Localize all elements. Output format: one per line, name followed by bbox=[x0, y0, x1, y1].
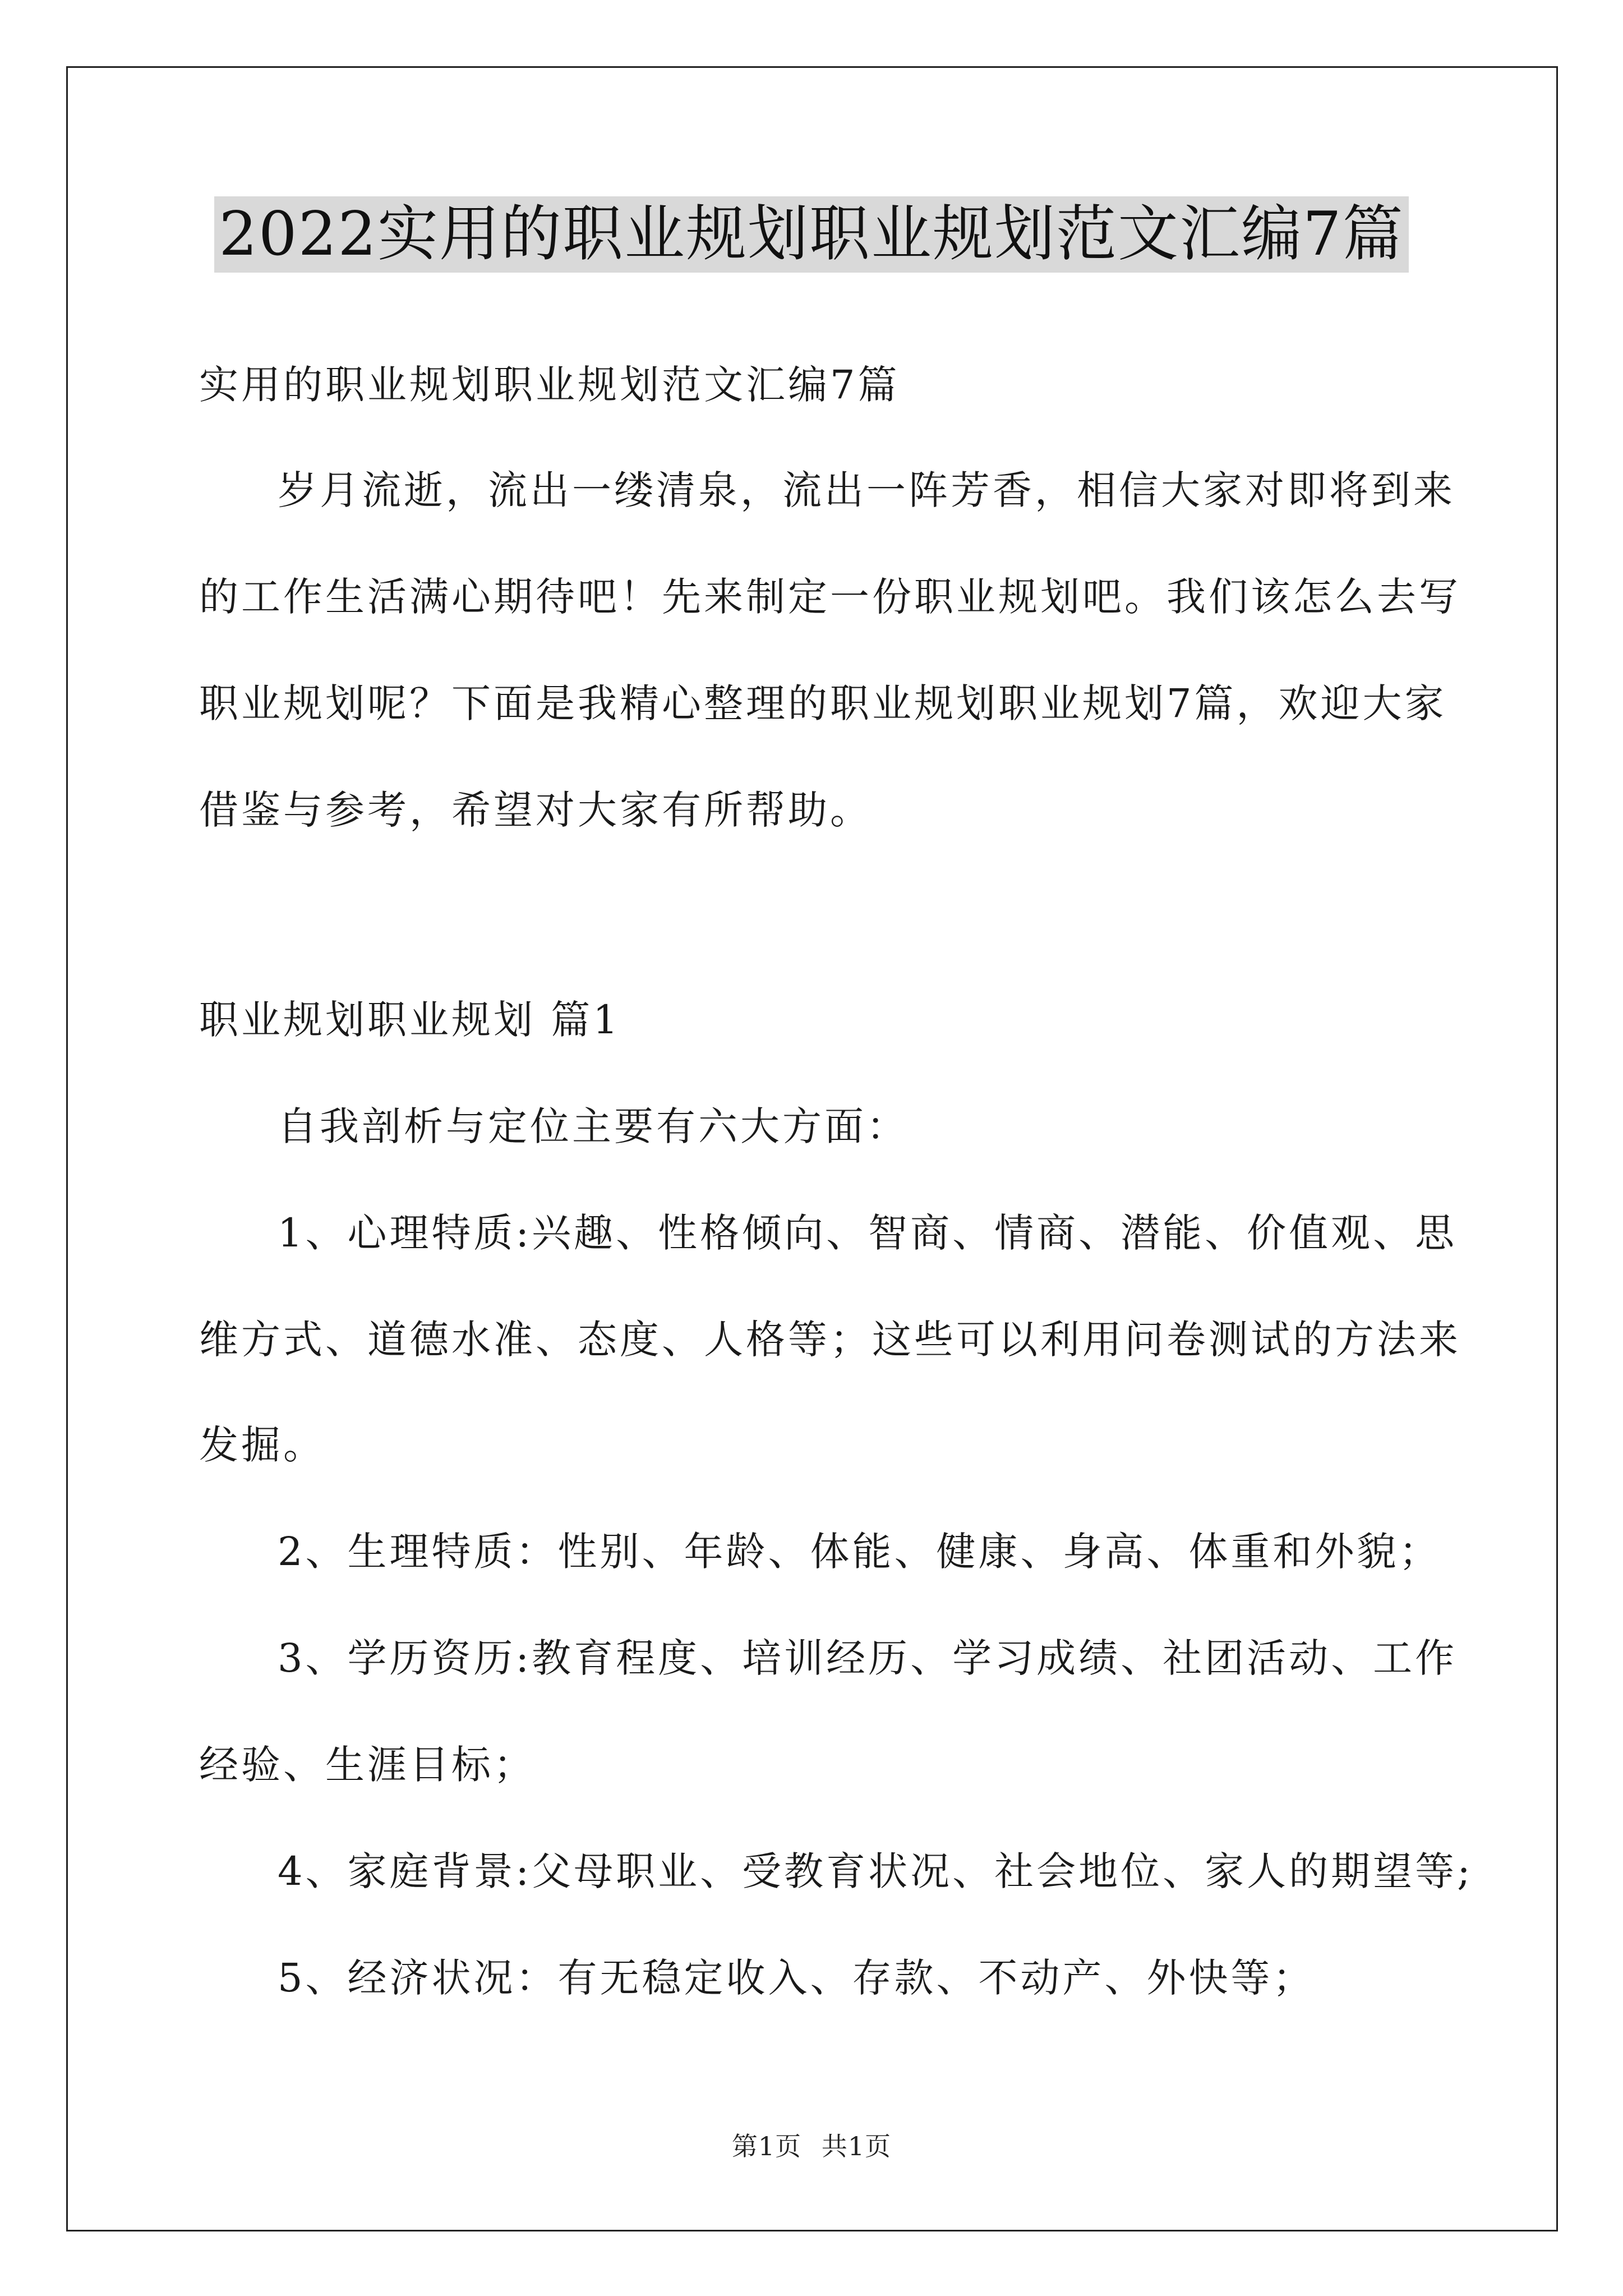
page-footer bbox=[0, 2126, 1623, 2163]
paragraph-line: 5、经济状况：有无稳定收入、存款、不动产、外快等； bbox=[278, 1955, 1315, 2001]
paragraph-line: 自我剖析与定位主要有六大方面： bbox=[278, 1103, 909, 1149]
paragraph-line: 维方式、道德水准、态度、人格等；这些可以利用问卷测试的方法来 bbox=[199, 1317, 1461, 1363]
paragraph-line: 的工作生活满心期待吧！先来制定一份职业规划吧。我们该怎么去写 bbox=[199, 574, 1461, 620]
title-container bbox=[0, 196, 1623, 273]
paragraph-line: 1、心理特质:兴趣、性格倾向、智商、情商、潜能、价值观、思 bbox=[278, 1210, 1458, 1256]
page-total: 共1页 bbox=[821, 2131, 892, 2161]
paragraph-line: 发掘。 bbox=[199, 1422, 325, 1468]
paragraph-line: 职业规划呢？下面是我精心整理的职业规划职业规划7篇，欢迎大家 bbox=[199, 680, 1447, 726]
subtitle-line: 实用的职业规划职业规划范文汇编7篇 bbox=[199, 362, 900, 408]
section-heading: 职业规划职业规划 篇1 bbox=[199, 997, 621, 1043]
paragraph-line: 经验、生涯目标； bbox=[199, 1742, 536, 1788]
paragraph-line: 2、生理特质：性别、年龄、体能、健康、身高、体重和外貌； bbox=[278, 1529, 1441, 1575]
page-number: 第1页 bbox=[731, 2131, 802, 2161]
paragraph-line: 借鉴与参考，希望对大家有所帮助。 bbox=[199, 787, 872, 833]
paragraph-line: 3、学历资历:教育程度、培训经历、学习成绩、社团活动、工作 bbox=[278, 1635, 1458, 1681]
paragraph-line: 4、家庭背景:父母职业、受教育状况、社会地位、家人的期望等; bbox=[278, 1848, 1473, 1894]
document-title: 2022实用的职业规划职业规划范文汇编7篇 bbox=[214, 196, 1409, 273]
paragraph-line: 岁月流逝，流出一缕清泉，流出一阵芳香，相信大家对即将到来 bbox=[278, 467, 1455, 513]
